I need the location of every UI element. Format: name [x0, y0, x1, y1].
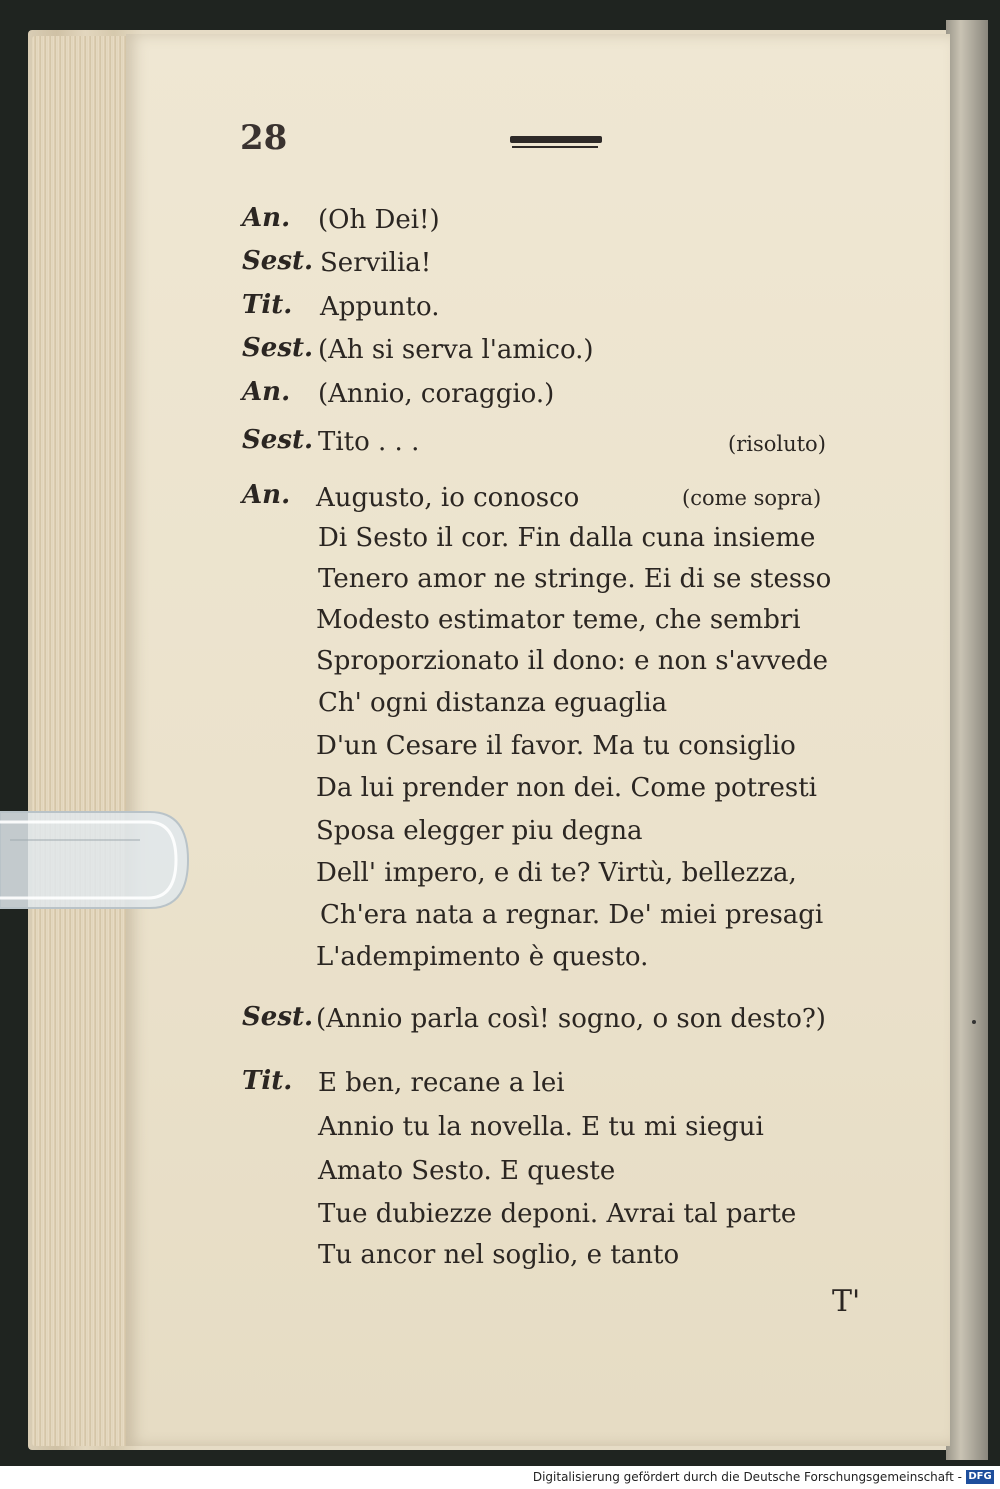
page-number: 28 [240, 118, 288, 158]
verse-line: Di Sesto il cor. Fin dalla cuna insieme [318, 523, 816, 553]
verse-line: Tito . . . [318, 427, 420, 457]
verse-line: E ben, recane a lei [318, 1068, 565, 1098]
speaker-label: An. [242, 377, 291, 407]
verse-line: Annio tu la novella. E tu mi siegui [318, 1112, 764, 1142]
speaker-label: Tit. [242, 290, 293, 320]
verse-line: Sproporzionato il dono: e non s'avvede [316, 646, 829, 676]
speaker-label: Sest. [242, 1002, 314, 1032]
verse-line: L'adempimento è questo. [316, 942, 649, 972]
verse-line: Sposa elegger piu degna [316, 816, 643, 846]
page-mark [972, 1020, 976, 1024]
speaker-label: Sest. [242, 333, 314, 363]
speaker-label: Sest. [242, 425, 314, 455]
verse-line: Appunto. [320, 292, 440, 322]
verse-line: Ch'era nata a regnar. De' miei presagi [320, 900, 824, 930]
footer-credit: Digitalisierung gefördert durch die Deutsche Forschungsgemeinschaft - [532, 1470, 962, 1484]
verse-line: Ch' ogni distanza eguaglia [318, 688, 668, 718]
verse-line: (Ah si serva l'amico.) [318, 335, 594, 365]
verse-line: Modesto estimator teme, che sembri [316, 605, 801, 635]
speaker-label: Sest. [242, 246, 314, 276]
verse-line: D'un Cesare il favor. Ma tu consiglio [316, 731, 796, 761]
verse-line: Tue dubiezze deponi. Avrai tal parte [318, 1199, 797, 1229]
verse-line: Dell' impero, e di te? Virtù, bellezza, [316, 858, 797, 888]
verse-line: Tenero amor ne stringe. Ei di se stesso [318, 564, 832, 594]
dfg-logo: DFG [966, 1470, 994, 1484]
verse-line: (Annio parla così! sogno, o son desto?) [316, 1004, 826, 1034]
stage-direction: (risoluto) [728, 432, 826, 456]
speaker-label: An. [242, 480, 291, 510]
speaker-label: Tit. [242, 1066, 293, 1096]
catchword: T' [832, 1284, 861, 1319]
speaker-label: An. [242, 203, 291, 233]
verse-line: Amato Sesto. E queste [318, 1156, 616, 1186]
verse-line: Tu ancor nel soglio, e tanto [318, 1240, 680, 1270]
verse-line: Servilia! [320, 248, 432, 278]
stage-direction: (come sopra) [682, 486, 822, 510]
header-rule [510, 136, 602, 143]
show-through-text [640, 200, 900, 920]
book-cover-edge [946, 20, 988, 1460]
verse-line: Da lui prender non dei. Come potresti [316, 773, 817, 803]
verse-line: (Oh Dei!) [318, 205, 440, 235]
verse-line: (Annio, coraggio.) [318, 379, 555, 409]
verse-line: Augusto, io conosco [316, 483, 580, 513]
page-clip [0, 800, 190, 920]
header-rule-thin [512, 146, 598, 148]
footer-bar [0, 1466, 1000, 1489]
